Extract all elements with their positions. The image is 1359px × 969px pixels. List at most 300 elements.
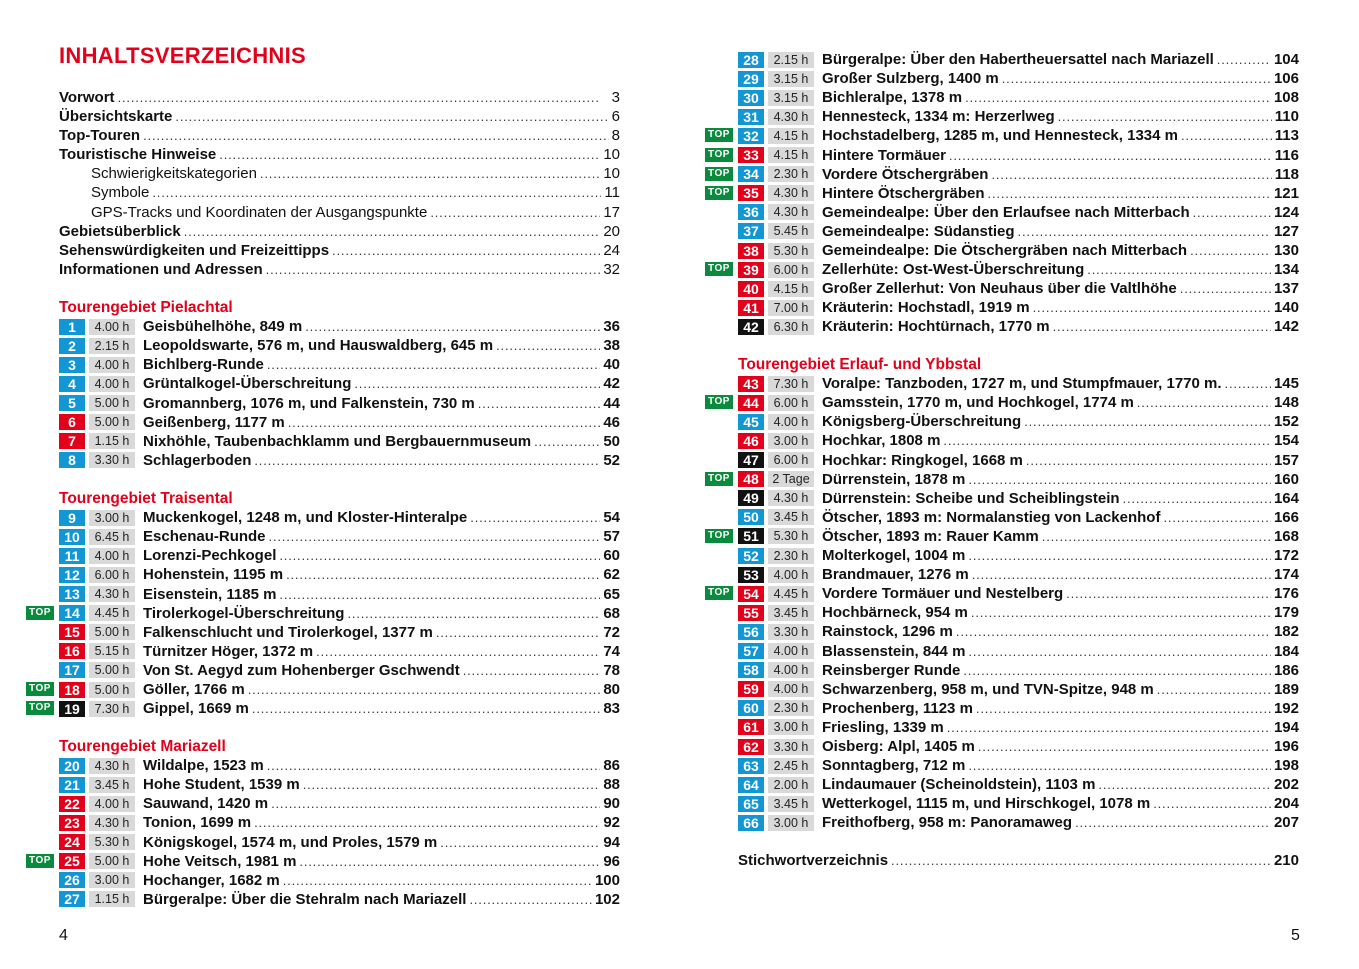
tour-name: Grüntalkogel-Überschreitung [143, 375, 352, 393]
tour-page-number: 86 [603, 757, 620, 775]
toc-entry-touristische-hinweise[interactable]: Touristische Hinweise . . . 10 [59, 145, 620, 164]
tour-page-number: 36 [603, 318, 620, 336]
tour-name: Muckenkogel, 1248 m, und Kloster-Hinteralpe [143, 509, 468, 527]
tour-number: 47 [738, 452, 764, 468]
tour-page-number: 127 [1273, 222, 1299, 240]
tour-page-number: 121 [1273, 184, 1299, 202]
tour-entry[interactable] [708, 584, 1299, 603]
dot-leader [1137, 393, 1271, 412]
tour-entry[interactable] [59, 890, 620, 909]
tour-name: Hohenstein, 1195 m [143, 566, 284, 584]
tour-number: 57 [738, 643, 764, 659]
tour-entry[interactable] [59, 394, 620, 413]
tour-entry[interactable] [738, 88, 1299, 107]
tour-name: Sonntagberg, 712 m [822, 757, 966, 775]
tour-duration: 3.00 h [89, 872, 135, 888]
tour-entry[interactable] [738, 374, 1299, 393]
tour-name: Bürgeralpe: Über den Habertheuersattel nach Mariazell [822, 51, 1214, 68]
tour-number: 4 [59, 376, 85, 392]
tour-entry[interactable] [738, 680, 1299, 699]
tour-page-number: 40 [603, 356, 620, 374]
tour-number: 31 [738, 109, 764, 125]
tour-page-number: 118 [1274, 165, 1299, 183]
tour-entry[interactable] [59, 833, 620, 852]
tour-name: Eschenau-Runde [143, 528, 266, 546]
tour-number: 50 [738, 509, 764, 525]
tour-entry[interactable] [738, 737, 1299, 756]
tour-name: Dürrenstein: Scheibe und Scheiblingstein [822, 489, 1120, 507]
tour-entry[interactable] [738, 661, 1299, 680]
tour-entry[interactable] [59, 871, 620, 890]
top-tour-badge: TOP [705, 395, 733, 409]
tour-name: Hochanger, 1682 m [143, 871, 280, 889]
tour-duration: 5.30 h [768, 243, 814, 259]
tour-page-number: 68 [603, 604, 620, 622]
tour-number: 65 [738, 796, 764, 812]
tour-duration: 2.45 h [768, 758, 814, 774]
tour-name: Kräuterin: Hochstadl, 1919 m [822, 299, 1030, 317]
tour-duration: 4.00 h [768, 567, 814, 583]
tour-number: 45 [738, 414, 764, 430]
tour-entry[interactable] [738, 622, 1299, 641]
tour-number: 13 [59, 586, 85, 602]
tour-name: Prochenberg, 1123 m [822, 699, 973, 717]
dot-leader [963, 661, 1271, 680]
dot-leader [968, 546, 1271, 565]
dot-leader [316, 642, 600, 661]
tour-entry[interactable] [59, 336, 620, 355]
tour-page-number: 202 [1273, 776, 1299, 794]
dot-leader [978, 737, 1271, 756]
tour-duration: 5.00 h [89, 624, 135, 640]
tour-name: Gamsstein, 1770 m, und Hochkogel, 1774 m [822, 394, 1134, 412]
dot-leader [1033, 298, 1271, 317]
tour-entry[interactable] [738, 50, 1299, 69]
tour-entry[interactable] [738, 451, 1299, 470]
tour-entry[interactable] [738, 412, 1299, 431]
tour-page-number: 189 [1273, 680, 1299, 698]
tour-page-number: 198 [1273, 757, 1299, 775]
toc-entry-top-touren[interactable]: Top-Touren . . . 8 [59, 126, 620, 145]
dot-leader [248, 680, 601, 699]
tour-page-number: 50 [603, 432, 620, 450]
tour-page-number: 179 [1273, 604, 1299, 622]
tour-duration: 3.00 h [89, 510, 135, 526]
tour-page-number: 124 [1273, 203, 1299, 221]
tour-duration: 2.30 h [768, 700, 814, 716]
dot-leader [279, 546, 600, 565]
tour-duration: 4.45 h [89, 605, 135, 621]
tour-number: 63 [738, 758, 764, 774]
tour-page-number: 145 [1273, 375, 1299, 393]
tour-name: Tirolerkogel-Überschreitung [143, 604, 345, 622]
front-matter-list [59, 88, 620, 279]
tour-number: 52 [738, 548, 764, 564]
tour-number: 17 [59, 662, 85, 678]
tour-entry[interactable] [29, 680, 620, 699]
tour-entry[interactable] [708, 527, 1299, 546]
tour-name: Eisenstein, 1185 m [143, 585, 277, 603]
tour-duration: 5.00 h [89, 414, 135, 430]
tour-page-number: 152 [1273, 413, 1299, 431]
tour-name: Hohe Student, 1539 m [143, 776, 300, 794]
tour-duration: 2.00 h [768, 777, 814, 793]
tour-entry[interactable] [59, 508, 620, 527]
tour-name: Lorenzi-Pechkogel [143, 547, 277, 565]
tour-number: 24 [59, 834, 85, 850]
tour-entry[interactable] [59, 756, 620, 775]
tour-entry[interactable] [738, 546, 1299, 565]
section-title: Tourengebiet Pielachtal [59, 299, 233, 316]
tour-entry[interactable] [738, 298, 1299, 317]
dot-leader [469, 890, 592, 909]
tour-number: 46 [738, 433, 764, 449]
tour-page-number: 44 [603, 394, 620, 412]
tour-entry[interactable] [59, 661, 620, 680]
tour-name: Friesling, 1339 m [822, 718, 944, 736]
tour-entry[interactable] [738, 489, 1299, 508]
tour-entry[interactable] [738, 222, 1299, 241]
tour-duration: 6.00 h [768, 395, 814, 411]
dot-leader [956, 622, 1271, 641]
tour-duration: 3.00 h [768, 719, 814, 735]
tour-number: 23 [59, 815, 85, 831]
toc-entry-sehenswuerdigkeiten[interactable]: Sehenswürdigkeiten und Freizeittipps . . . 24 [59, 241, 620, 260]
tour-number: 22 [59, 796, 85, 812]
tour-page-number: 83 [603, 700, 620, 718]
toc-entry-symbole[interactable]: Symbole . . . 11 [59, 183, 620, 202]
dot-leader [478, 394, 601, 413]
tour-page-number: 116 [1274, 146, 1299, 164]
tour-page-number: 130 [1273, 242, 1299, 259]
tour-entry[interactable] [708, 260, 1299, 279]
dot-leader [1026, 451, 1271, 470]
toc-entry-uebersichtskarte[interactable]: Übersichtskarte . . . 6 [59, 107, 620, 126]
tour-number: 15 [59, 624, 85, 640]
tour-page-number: 137 [1273, 280, 1299, 298]
tour-page-number: 134 [1273, 261, 1299, 279]
tour-page-number: 90 [603, 795, 620, 813]
tour-page-number: 110 [1274, 108, 1299, 126]
tour-number: 7 [59, 433, 85, 449]
tour-entry[interactable] [59, 527, 620, 546]
toc-entry-stichwortverzeichnis[interactable]: Stichwortverzeichnis . . . 210 [738, 851, 1299, 870]
dot-leader [347, 604, 600, 623]
tour-entry[interactable] [738, 279, 1299, 298]
dot-leader [305, 317, 600, 336]
toc-entry-informationen[interactable]: Informationen und Adressen . . . 32 [59, 260, 620, 279]
tour-name: Geisbühelhöhe, 849 m [143, 318, 303, 336]
tour-number: 41 [738, 300, 764, 316]
tour-duration: 4.00 h [768, 662, 814, 678]
toc-entry-vorwort[interactable]: Vorwort . . . 3 [59, 88, 620, 107]
tour-duration: 5.00 h [89, 853, 135, 869]
tour-entry[interactable] [59, 432, 620, 451]
tour-name: Oisberg: Alpl, 1405 m [822, 738, 975, 755]
dot-leader [1123, 489, 1271, 508]
tour-number: 34 [738, 166, 764, 182]
dot-leader [269, 527, 601, 546]
tour-duration: 2 Tage [768, 471, 814, 487]
tour-duration: 3.45 h [89, 777, 135, 793]
top-tour-badge: TOP [26, 682, 54, 696]
toc-entry-gps-tracks[interactable]: GPS-Tracks und Koordinaten der Ausgangspunkte . . . 17 [59, 203, 620, 222]
dot-leader [534, 432, 600, 451]
tour-name: Rainstock, 1296 m [822, 623, 953, 641]
tour-name: Vordere Tormäuer und Nestelberg [822, 585, 1064, 603]
tour-duration: 4.30 h [768, 490, 814, 506]
tour-name: Gemeindealpe: Die Ötschergräben nach Mitterbach [822, 242, 1188, 259]
dot-leader [976, 699, 1271, 718]
dot-leader [968, 642, 1271, 661]
tour-name: Hohe Veitsch, 1981 m [143, 852, 297, 870]
tour-name: Wetterkogel, 1115 m, und Hirschkogel, 1078 m [822, 795, 1151, 813]
dot-leader [252, 699, 600, 718]
tour-page-number: 142 [1273, 318, 1299, 336]
tour-entry[interactable] [29, 852, 620, 871]
tour-duration: 4.45 h [768, 586, 814, 602]
tour-page-number: 168 [1273, 527, 1299, 545]
tour-duration: 5.15 h [89, 643, 135, 659]
tour-page-number: 207 [1273, 814, 1299, 832]
tour-page-number: 62 [603, 566, 620, 584]
tour-duration: 4.00 h [89, 548, 135, 564]
tour-number: 55 [738, 605, 764, 621]
tour-page-number: 148 [1273, 394, 1299, 412]
tour-page-number: 54 [603, 509, 620, 527]
dot-leader [1058, 107, 1272, 126]
tour-page-number: 204 [1273, 795, 1299, 813]
tour-entry[interactable] [738, 642, 1299, 661]
tour-entry[interactable] [738, 431, 1299, 450]
tour-entry[interactable] [59, 565, 620, 584]
tour-duration: 3.45 h [768, 605, 814, 621]
tour-page-number: 194 [1273, 718, 1299, 736]
tour-entry[interactable] [738, 69, 1299, 88]
tour-entry[interactable] [738, 756, 1299, 775]
tour-duration: 2.15 h [89, 338, 135, 354]
tour-name: Wildalpe, 1523 m [143, 757, 264, 775]
dot-leader [1066, 584, 1271, 603]
tour-entry[interactable] [708, 470, 1299, 489]
tour-number: 9 [59, 510, 85, 526]
tour-number: 40 [738, 281, 764, 297]
tour-page-number: 113 [1274, 127, 1299, 145]
dot-leader [1157, 680, 1271, 699]
tour-number: 42 [738, 319, 764, 335]
tour-entry[interactable] [738, 241, 1299, 260]
tour-page-number: 186 [1273, 661, 1299, 679]
tour-name: Hintere Tormäuer [822, 146, 946, 164]
tour-page-number: 166 [1273, 508, 1299, 526]
tour-duration: 5.45 h [768, 223, 814, 239]
tour-name: Blassenstein, 844 m [822, 642, 966, 660]
tour-duration: 7.30 h [89, 701, 135, 717]
tour-entry[interactable] [708, 146, 1299, 165]
tour-name: Bürgeralpe: Über die Stehralm nach Mariazell [143, 890, 467, 908]
tour-entry[interactable] [708, 165, 1299, 184]
tour-number: 16 [59, 643, 85, 659]
tour-name: Ötscher, 1893 m: Rauer Kamm [822, 527, 1039, 545]
dot-leader [1225, 374, 1271, 393]
tour-duration: 4.00 h [768, 681, 814, 697]
tour-entry[interactable] [59, 775, 620, 794]
tour-name: Königskogel, 1574 m, und Proles, 1579 m [143, 833, 438, 851]
tour-name: Reinsberger Runde [822, 661, 961, 679]
tour-duration: 3.30 h [768, 624, 814, 640]
top-tour-badge: TOP [705, 128, 733, 142]
tour-entry[interactable] [59, 813, 620, 832]
tour-number: 28 [738, 52, 764, 68]
dot-leader [254, 813, 600, 832]
dot-leader [470, 508, 600, 527]
tour-duration: 2.30 h [768, 548, 814, 564]
tour-name: Gippel, 1669 m [143, 700, 249, 718]
tour-number: 26 [59, 872, 85, 888]
tour-number: 44 [738, 395, 764, 411]
tour-entry[interactable] [59, 585, 620, 604]
dot-leader [988, 184, 1271, 203]
dot-leader [254, 451, 600, 470]
tour-page-number: 96 [603, 852, 620, 870]
tour-duration: 4.30 h [768, 109, 814, 125]
tour-duration: 1.15 h [89, 891, 135, 907]
tour-entry[interactable] [738, 718, 1299, 737]
tour-name: Tonion, 1699 m [143, 814, 252, 832]
tour-entry[interactable] [738, 317, 1299, 336]
tour-number: 53 [738, 567, 764, 583]
tour-entry[interactable] [738, 203, 1299, 222]
tour-name: Gemeindealpe: Über den Erlaufsee nach Mitterbach [822, 203, 1190, 221]
tour-number: 20 [59, 758, 85, 774]
tour-entry[interactable] [29, 604, 620, 623]
dot-leader [972, 565, 1271, 584]
tour-duration: 4.30 h [89, 815, 135, 831]
tour-name: Dürrenstein, 1878 m [822, 470, 966, 488]
tour-name: Sauwand, 1420 m [143, 795, 269, 813]
tour-number: 37 [738, 223, 764, 239]
tour-name: Königsberg-Überschreitung [822, 413, 1022, 431]
tour-entry[interactable] [59, 451, 620, 470]
top-tour-badge: TOP [26, 854, 54, 868]
tour-page-number: 140 [1273, 299, 1299, 317]
tour-entry[interactable] [708, 184, 1299, 203]
tour-page-number: 65 [603, 585, 620, 603]
top-tour-badge: TOP [705, 186, 733, 200]
tour-number: 58 [738, 662, 764, 678]
tour-entry[interactable] [738, 794, 1299, 813]
tour-duration: 6.00 h [768, 262, 814, 278]
top-tour-badge: TOP [705, 586, 733, 600]
tour-number: 62 [738, 739, 764, 755]
tour-name: Voralpe: Tanzboden, 1727 m, und Stumpfmauer, 1770 m. [822, 375, 1222, 393]
tour-name: Kräuterin: Hochtürnach, 1770 m [822, 318, 1050, 336]
tour-number: 64 [738, 777, 764, 793]
tour-entry[interactable] [708, 126, 1299, 145]
dot-leader [968, 470, 1271, 489]
tour-number: 10 [59, 529, 85, 545]
tour-page-number: 38 [603, 337, 620, 355]
tour-entry[interactable] [738, 699, 1299, 718]
tour-number: 54 [738, 586, 764, 602]
tour-entry[interactable] [738, 813, 1299, 832]
tour-entry[interactable] [738, 603, 1299, 622]
tour-duration: 4.00 h [768, 643, 814, 659]
dot-leader [1181, 126, 1272, 145]
tour-duration: 2.15 h [768, 52, 814, 68]
dot-leader [299, 852, 600, 871]
tour-duration: 5.00 h [89, 682, 135, 698]
tour-duration: 3.45 h [768, 796, 814, 812]
tour-page-number: 74 [603, 642, 620, 660]
tour-number: 49 [738, 490, 764, 506]
tour-entry[interactable] [59, 642, 620, 661]
tour-entry[interactable] [738, 107, 1299, 126]
tour-number: 8 [59, 452, 85, 468]
tour-entry[interactable] [29, 699, 620, 718]
tour-duration: 3.30 h [768, 739, 814, 755]
tour-number: 21 [59, 777, 85, 793]
tour-entry[interactable] [59, 374, 620, 393]
tour-duration: 5.30 h [89, 834, 135, 850]
section-title: Tourengebiet Mariazell [59, 738, 226, 755]
dot-leader [463, 661, 601, 680]
top-tour-badge: TOP [705, 167, 733, 181]
tour-name: Gemeindealpe: Südanstieg [822, 222, 1015, 240]
toc-entry-gebietsueberblick[interactable]: Gebietsüberblick . . . 20 [59, 222, 620, 241]
top-tour-badge: TOP [705, 529, 733, 543]
tour-number: 6 [59, 414, 85, 430]
tour-name: Hochkar: Ringkogel, 1668 m [822, 451, 1023, 469]
tour-number: 29 [738, 71, 764, 87]
tour-page-number: 92 [603, 814, 620, 832]
tour-duration: 3.30 h [89, 452, 135, 468]
tour-name: Nixhöhle, Taubenbachklamm und Bergbauernmuseum [143, 432, 532, 450]
tour-entry[interactable] [59, 794, 620, 813]
dot-leader [1042, 527, 1271, 546]
tour-entry[interactable] [59, 623, 620, 642]
tour-page-number: 80 [603, 681, 620, 698]
section-title: Tourengebiet Traisental [59, 490, 233, 507]
tour-duration: 4.00 h [89, 376, 135, 392]
tour-entry[interactable] [59, 355, 620, 374]
tour-entry[interactable] [738, 508, 1299, 527]
dot-leader [1002, 69, 1271, 88]
tour-entry[interactable] [738, 565, 1299, 584]
tour-entry[interactable] [59, 413, 620, 432]
top-tour-badge: TOP [705, 262, 733, 276]
tour-number: 33 [738, 147, 764, 163]
tour-entry[interactable] [738, 775, 1299, 794]
dot-leader [1087, 260, 1271, 279]
tour-entry[interactable] [708, 393, 1299, 412]
tour-duration: 7.00 h [768, 300, 814, 316]
tour-entry[interactable] [59, 317, 620, 336]
top-tour-badge: TOP [26, 606, 54, 620]
dot-leader [436, 623, 601, 642]
tour-page-number: 46 [603, 413, 620, 431]
tour-name: Hintere Ötschergräben [822, 184, 985, 202]
tour-name: Hochstadelberg, 1285 m, und Hennesteck, 1334 m [822, 127, 1178, 145]
dot-leader [943, 431, 1271, 450]
toc-entry-schwierigkeitskategorien[interactable]: Schwierigkeitskategorien . . . 10 [59, 164, 620, 183]
dot-leader [286, 565, 600, 584]
tour-duration: 3.15 h [768, 71, 814, 87]
dot-leader [1153, 794, 1271, 813]
tour-name: Falkenschlucht und Tirolerkogel, 1377 m [143, 623, 433, 641]
section-title: Tourengebiet Erlauf- und Ybbstal [738, 356, 982, 373]
tour-entry[interactable] [59, 546, 620, 565]
